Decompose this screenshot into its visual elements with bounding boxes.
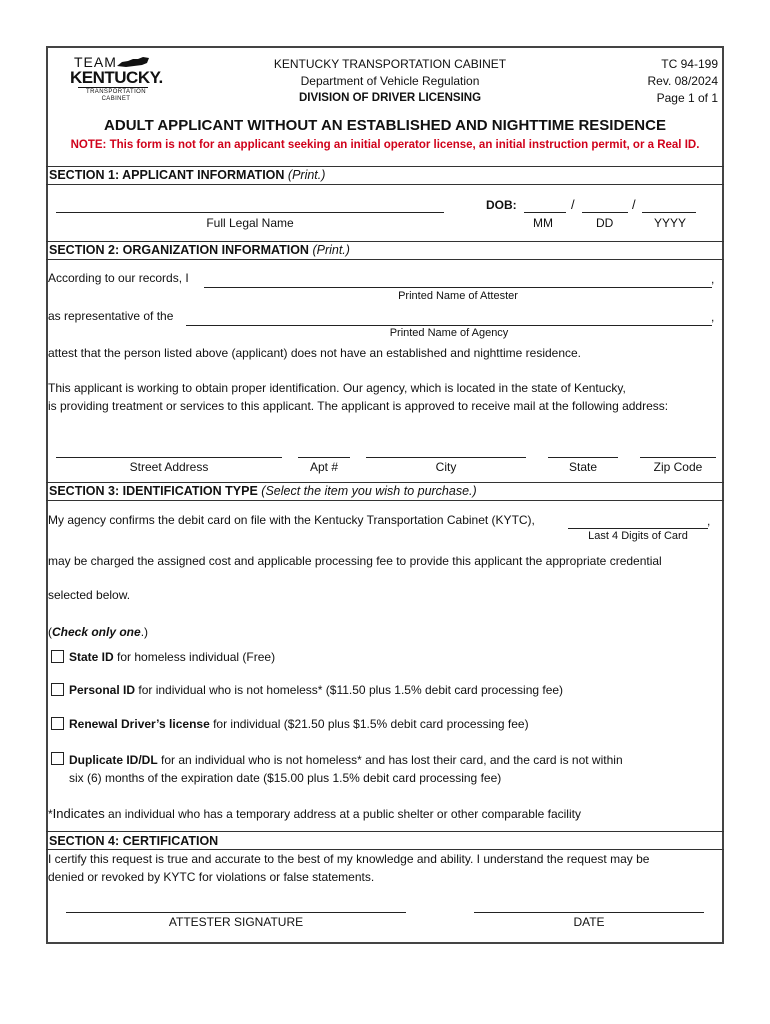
header-agency: KENTUCKY TRANSPORTATION CABINET xyxy=(273,57,507,71)
apt-field[interactable] xyxy=(298,457,350,458)
dob-mm-caption: MM xyxy=(533,216,553,230)
footnote-text: an individual who has a temporary address at a public shelter or other comparable facility xyxy=(104,807,581,821)
duplicate-id-option xyxy=(69,753,623,767)
header-form-info xyxy=(648,56,719,107)
date-caption: DATE xyxy=(573,915,605,929)
section-2-hint: (Print.) xyxy=(312,243,350,257)
date-field[interactable] xyxy=(474,912,704,913)
header-department: Department of Vehicle Regulation xyxy=(300,74,480,88)
applicant-paragraph-line-1: This applicant is working to obtain proper identification. Our agency, which is located in the state of Kentucky, xyxy=(48,381,626,395)
renewal-license-description: for individual ($21.50 plus $1.5% debit card processing fee) xyxy=(209,717,529,731)
duplicate-id-label: Duplicate ID/DL xyxy=(69,753,158,767)
street-address-caption: Street Address xyxy=(129,460,209,474)
full-name-field[interactable] xyxy=(56,212,444,213)
duplicate-id-description: for an individual who is not homeless* and has lost their card, and the card is not within xyxy=(157,753,623,767)
logo-subtitle xyxy=(86,89,146,103)
attester-caption: Printed Name of Attester xyxy=(398,290,518,302)
logo-team-text: TEAM xyxy=(74,54,117,70)
certification-line-1: I certify this request is true and accurate to the best of my knowledge and ability. I understand the request may be xyxy=(48,852,650,866)
duplicate-id-checkbox[interactable] xyxy=(51,752,64,765)
header-agency-block xyxy=(230,56,550,107)
state-id-option xyxy=(69,650,275,664)
section-2-header xyxy=(46,241,724,260)
section-1-header xyxy=(46,166,724,185)
full-name-label: Full Legal Name xyxy=(206,216,294,230)
section-3-title: SECTION 3: IDENTIFICATION TYPE xyxy=(49,484,258,498)
state-id-label: State ID xyxy=(69,650,114,664)
apt-caption: Apt # xyxy=(309,460,339,474)
logo-sub-line1: TRANSPORTATION xyxy=(86,89,146,95)
duplicate-id-description-line-2: six (6) months of the expiration date ($15.00 plus 1.5% debit card processing fee) xyxy=(69,771,502,785)
certification-line-2: denied or revoked by KYTC for violations or false statements. xyxy=(48,870,375,884)
footnote-indicates: Indicates xyxy=(52,806,105,821)
agency-caption: Printed Name of Agency xyxy=(389,327,509,339)
personal-id-label: Personal ID xyxy=(69,683,136,697)
renewal-license-option xyxy=(69,717,529,731)
check-note-open: ( xyxy=(48,625,52,639)
form-revision: Rev. 08/2024 xyxy=(647,74,718,88)
selected-below-text: selected below. xyxy=(48,588,131,602)
comma-1: , xyxy=(711,272,715,286)
dob-dd-caption: DD xyxy=(596,216,614,230)
logo-sub-line2: CABINET xyxy=(101,96,131,102)
section-3-header xyxy=(46,482,724,501)
last-4-digits-field[interactable] xyxy=(568,528,708,529)
state-id-checkbox[interactable] xyxy=(51,650,64,663)
zip-code-caption: Zip Code xyxy=(653,460,703,474)
dob-label: DOB: xyxy=(486,198,517,212)
dob-day-field[interactable] xyxy=(582,212,628,213)
personal-id-checkbox[interactable] xyxy=(51,683,64,696)
comma-3: , xyxy=(707,514,711,528)
check-only-one-note xyxy=(48,625,148,639)
city-field[interactable] xyxy=(366,457,526,458)
section-1-title: SECTION 1: APPLICANT INFORMATION xyxy=(49,168,285,182)
logo-kentucky-text: KENTUCKY. xyxy=(70,68,163,87)
header-division: DIVISION OF DRIVER LICENSING xyxy=(298,92,482,104)
renewal-license-label: Renewal Driver’s license xyxy=(69,717,210,731)
attester-signature-field[interactable] xyxy=(66,912,406,913)
personal-id-option xyxy=(69,683,563,697)
state-id-description: for homeless individual (Free) xyxy=(113,650,276,664)
comma-2: , xyxy=(711,310,715,324)
zip-code-field[interactable] xyxy=(640,457,716,458)
charge-text: may be charged the assigned cost and applicable processing fee to provide this applicant the appropriate credential xyxy=(48,554,662,568)
dob-slash-2: / xyxy=(632,197,636,212)
section-4-underline xyxy=(46,849,724,850)
state-field[interactable] xyxy=(548,457,618,458)
check-note-close: .) xyxy=(140,625,149,639)
page-number: Page 1 of 1 xyxy=(656,91,718,105)
records-text: According to our records, I xyxy=(48,271,189,285)
personal-id-description: for individual who is not homeless* ($11.50 plus 1.5% debit card processing fee) xyxy=(135,683,564,697)
form-number: TC 94-199 xyxy=(661,57,718,71)
dob-month-field[interactable] xyxy=(524,212,566,213)
form-title: ADULT APPLICANT WITHOUT AN ESTABLISHED AND NIGHTTIME RESIDENCE xyxy=(104,117,666,134)
dob-slash-1: / xyxy=(571,197,575,212)
section-3-hint: (Select the item you wish to purchase.) xyxy=(261,484,477,498)
section-4-title: SECTION 4: CERTIFICATION xyxy=(49,834,219,848)
attester-signature-caption: ATTESTER SIGNATURE xyxy=(168,915,304,929)
debit-card-text: My agency confirms the debit card on file with the Kentucky Transportation Cabinet (KYTC), xyxy=(48,513,535,527)
renewal-license-checkbox[interactable] xyxy=(51,717,64,730)
section-1-hint: (Print.) xyxy=(287,168,326,182)
footnote xyxy=(48,806,581,821)
agency-name-field[interactable] xyxy=(186,325,712,326)
attester-name-field[interactable] xyxy=(204,287,712,288)
street-address-field[interactable] xyxy=(56,457,282,458)
state-caption: State xyxy=(568,460,598,474)
kentucky-state-icon xyxy=(116,56,150,68)
attest-statement: attest that the person listed above (applicant) does not have an established and nighttime residence. xyxy=(48,346,582,360)
form-note: NOTE: This form is not for an applicant seeking an initial operator license, an initial instruction permit, or a Real ID. xyxy=(70,139,700,151)
section-2-title: SECTION 2: ORGANIZATION INFORMATION xyxy=(49,243,309,257)
check-only-one-text: Check only one xyxy=(52,625,141,639)
last-4-digits-caption: Last 4 Digits of Card xyxy=(588,530,688,542)
logo-divider xyxy=(78,87,148,88)
dob-yyyy-caption: YYYY xyxy=(654,216,687,230)
applicant-paragraph-line-2: is providing treatment or services to this applicant. The applicant is approved to receive mail at the following address: xyxy=(48,399,669,413)
city-caption: City xyxy=(435,460,457,474)
dob-year-field[interactable] xyxy=(642,212,696,213)
representative-text: as representative of the xyxy=(48,309,174,323)
footnote-star: * xyxy=(48,807,53,821)
section-4-divider xyxy=(46,831,724,832)
